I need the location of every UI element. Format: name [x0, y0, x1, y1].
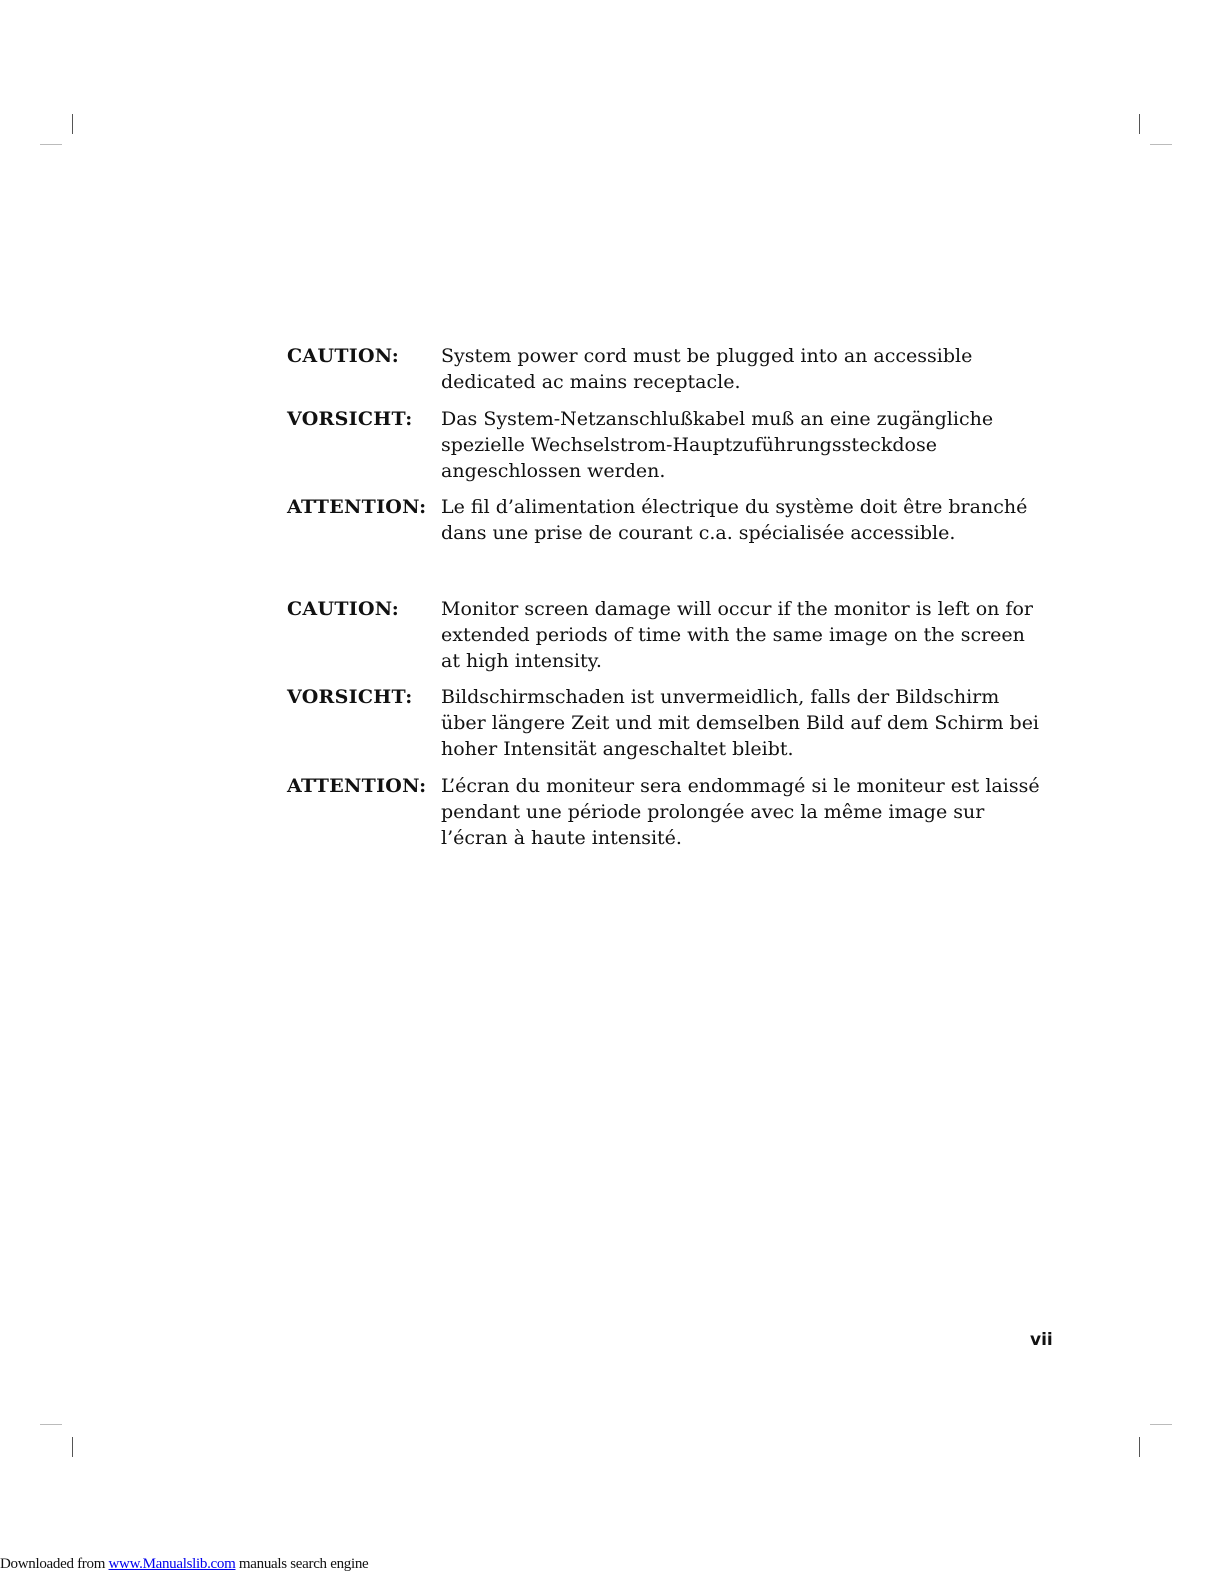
crop-mark-bottom-right-h: [1150, 1424, 1172, 1425]
notice-label: VORSICHT:: [287, 408, 413, 430]
notice-text: Le fil d’alimentation électrique du système doit être branché dans une prise de courant c.a. spécialisée accessible.: [441, 496, 1028, 544]
download-footer: [0, 1556, 368, 1573]
notice-text: Bildschirmschaden ist unvermeidlich, falls der Bildschirm über längere Zeit und mit demselben Bild auf dem Schirm bei hoher Intensität angeschaltet bleibt.: [441, 686, 1040, 760]
crop-mark-top-left-h: [40, 144, 62, 145]
notice-text: Monitor screen damage will occur if the monitor is left on for extended periods of time with the same image on the screen at high intensity.: [441, 598, 1033, 672]
notice-attention-power: [287, 494, 1047, 546]
notice-label: CAUTION:: [287, 345, 400, 367]
notice-vorsicht-monitor: [287, 684, 1047, 762]
notice-caution-power: [287, 343, 1047, 395]
footer-suffix: manuals search engine: [235, 1556, 369, 1572]
crop-mark-bottom-left: [72, 1437, 73, 1457]
notice-label: VORSICHT:: [287, 686, 413, 708]
notice-text: System power cord must be plugged into an accessible dedicated ac mains receptacle.: [441, 345, 973, 393]
crop-mark-top-right-h: [1150, 144, 1172, 145]
notice-vorsicht-power: [287, 406, 1047, 484]
notice-text: Das System-Netzanschlußkabel muß an eine zugängliche spezielle Wechselstrom-Hauptzuführungssteckdose angeschlossen werden.: [441, 408, 994, 482]
page-number: vii: [1030, 1330, 1053, 1350]
crop-mark-bottom-right: [1139, 1437, 1140, 1457]
manualslib-link[interactable]: www.Manualslib.com: [108, 1556, 236, 1572]
notice-text: L’écran du moniteur sera endommagé si le moniteur est laissé pendant une période prolongée avec la même image sur l’écran à haute intensité.: [441, 775, 1040, 849]
notice-label: CAUTION:: [287, 598, 400, 620]
footer-prefix: Downloaded from: [0, 1556, 109, 1572]
crop-mark-top-right: [1139, 114, 1140, 134]
crop-mark-top-left: [72, 114, 73, 134]
crop-mark-bottom-left-h: [40, 1424, 62, 1425]
notice-caution-monitor: [287, 596, 1047, 674]
notice-label: ATTENTION:: [287, 775, 427, 797]
notice-attention-monitor: [287, 773, 1047, 851]
notice-label: ATTENTION:: [287, 496, 427, 518]
